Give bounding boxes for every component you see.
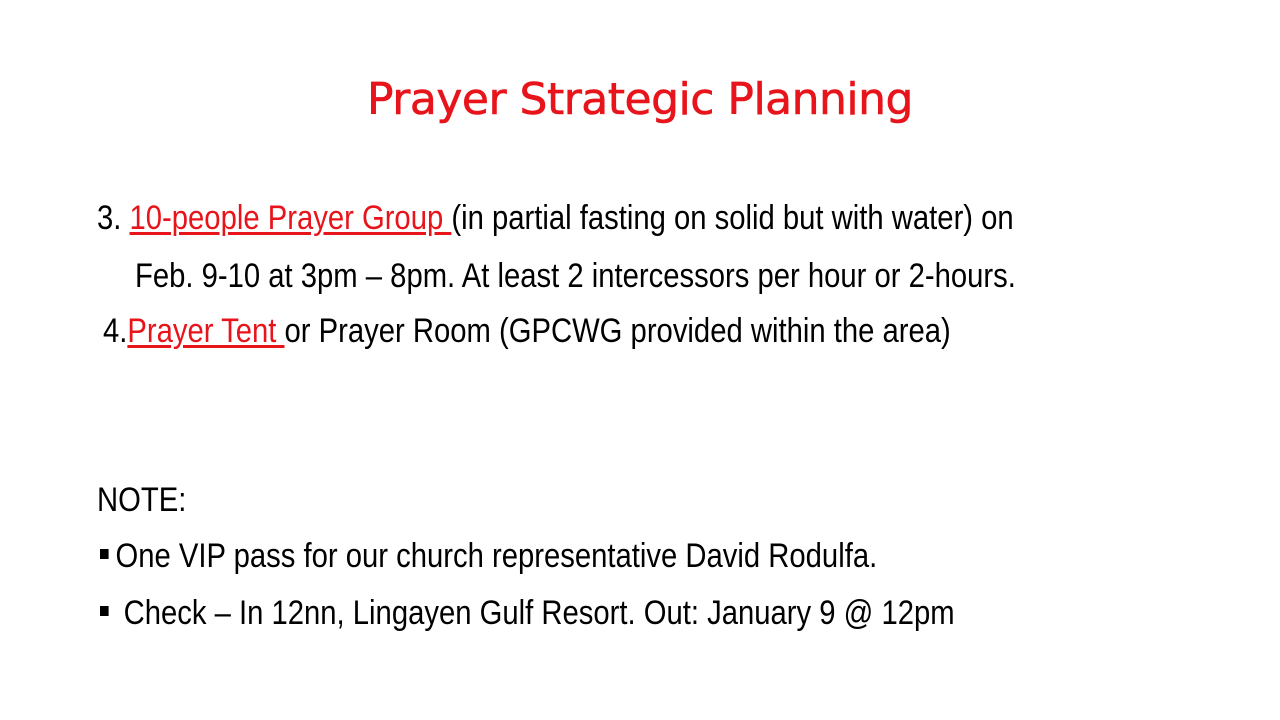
note-bullet-1-text: One VIP pass for our church representative David Rodulfa. xyxy=(115,537,878,575)
item-3-link[interactable]: 10-people Prayer Group xyxy=(129,199,452,237)
item-3-line xyxy=(97,198,1014,238)
square-bullet-icon xyxy=(100,549,109,559)
square-bullet-icon xyxy=(100,606,109,616)
item-3-text: (in partial fasting on solid but with water) on xyxy=(451,199,1014,237)
note-label: NOTE: xyxy=(97,481,187,519)
note-bullet-1 xyxy=(100,536,877,576)
item-4-text: or Prayer Room (GPCWG provided within the area) xyxy=(284,312,951,350)
slide-title: Prayer Strategic Planning xyxy=(367,74,913,125)
item-4-line xyxy=(103,311,951,351)
item-3-number: 3. xyxy=(97,199,122,237)
item-4-number: 4. xyxy=(103,312,128,350)
item-3-continuation: Feb. 9-10 at 3pm – 8pm. At least 2 intercessors per hour or 2-hours. xyxy=(135,257,1016,295)
note-bullet-2 xyxy=(100,593,955,633)
note-bullet-2-text: Check – In 12nn, Lingayen Gulf Resort. Out: January 9 @ 12pm xyxy=(115,594,955,632)
item-4-link[interactable]: Prayer Tent xyxy=(127,312,285,350)
